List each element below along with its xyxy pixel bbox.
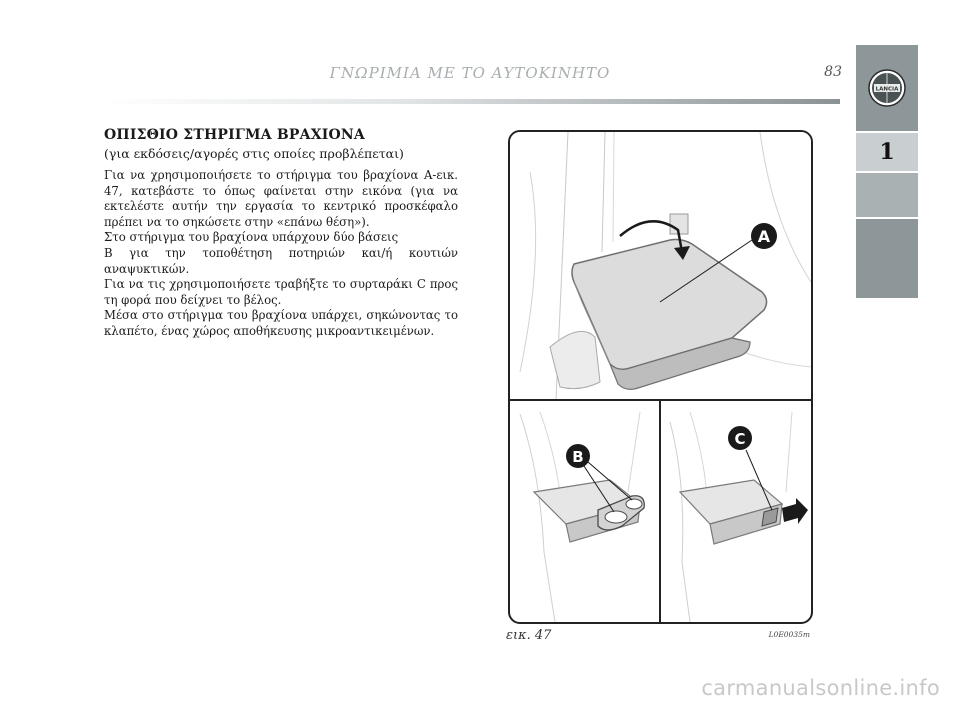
tab-divider: [856, 217, 918, 219]
watermark: carmanualsonline.info: [701, 676, 940, 700]
panel-cup-holders: [520, 412, 644, 622]
section-title: ΟΠΙΣΘΙΟ ΣΤΗΡΙΓΜΑ ΒΡΑΧΙΟΝΑ: [104, 127, 365, 143]
body-paragraph: B για την τοποθέτηση ποτηριών και/ή κουτιών αναψυκτικών.: [104, 245, 458, 276]
body-text: [104, 168, 458, 340]
header-rule: [104, 99, 840, 104]
page-number: 83: [824, 64, 842, 80]
body-paragraph: Στο στήριγμα του βραχίονα υπάρχουν δύο βάσεις: [104, 230, 399, 245]
brand-logo: [856, 45, 918, 131]
figure-code: L0E0035m: [768, 630, 810, 639]
callout-c-label: C: [734, 430, 746, 448]
chapter-number: 1: [856, 133, 918, 171]
body-paragraph: Μέσα στο στήριγμα του βραχίονα υπάρχει, σηκώνοντας το κλαπέτο, ένας χώρος αποθήκευσης μικροαντικειμένων.: [104, 308, 458, 338]
tab-lower-band: [856, 173, 918, 217]
chapter-side-tab: [856, 45, 918, 298]
lancia-shield-icon: [867, 68, 907, 108]
armrest-illustration: [508, 130, 813, 624]
logo-wordmark: LANCIA: [875, 86, 899, 93]
body-paragraph: Για να χρησιμοποιήσετε το στήριγμα του βραχίονα A-εικ. 47, κατεβάστε το όπως φαίνεται στην εικόνα (για να εκτελέστε αυτήν την εργασία το κεντρικό προσκέφαλο πρέπει να το σηκώσετε στην «επάνω θέση»).: [104, 168, 458, 229]
armrest-diagram: [510, 132, 811, 622]
section-subtitle: (για εκδόσεις/αγορές στις οποίες προβλέπεται): [104, 146, 404, 161]
body-paragraph: Για να τις χρησιμοποιήσετε τραβήξτε το συρταράκι C προς τη φορά που δείχνει το βέλος.: [104, 277, 458, 307]
panel-armrest-lowered: [510, 132, 811, 400]
running-header-title: ΓΝΩΡΙΜΙΑ ΜΕ ΤΟ ΑΥΤΟΚΙΝΗΤΟ: [329, 64, 611, 82]
pull-direction-arrow-icon: [782, 498, 808, 524]
figure-caption: εικ. 47: [506, 628, 552, 643]
panel-drawer: [670, 412, 808, 622]
callout-a-label: A: [757, 227, 771, 246]
callout-b-label: B: [572, 448, 584, 466]
